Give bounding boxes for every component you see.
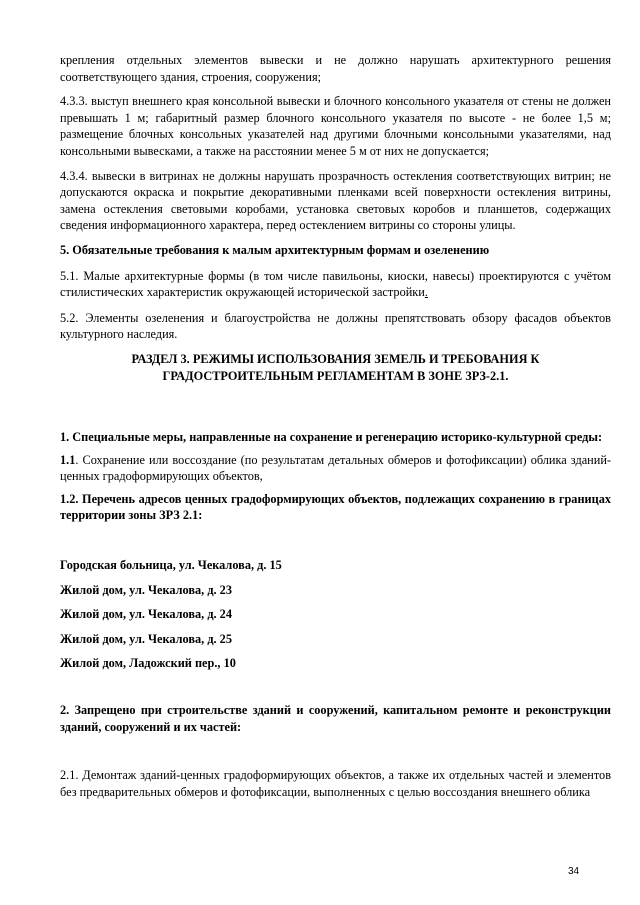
- address-4: Жилой дом, ул. Чекалова, д. 25: [60, 631, 232, 646]
- paragraph-1-1-number: 1.1: [60, 452, 76, 467]
- heading-2: 2. Запрещено при строительстве зданий и сооружений, капитальном ремонте и реконструкции зданий, сооружений и их частей:: [60, 703, 611, 734]
- section-title: РАЗДЕЛ 3. РЕЖИМЫ ИСПОЛЬЗОВАНИЯ ЗЕМЕЛЬ И ТРЕБОВАНИЯ К ГРАДОСТРОИТЕЛЬНЫМ РЕГЛАМЕНТАМ В ЗОНЕ ЗРЗ-2.1.: [131, 351, 540, 383]
- paragraph-5-2: 5.2. Элементы озеленения и благоустройства не должны препятствовать обзору фасадов объектов культурного наследия.: [60, 310, 611, 342]
- heading-1: 1. Специальные меры, направленные на сохранение и регенерацию историко-культурной среды:: [60, 430, 603, 445]
- paragraph-2-1: 2.1. Демонтаж зданий-ценных градоформирующих объектов, а также их отдельных частей и элементов без предварительных обмеров и фотофиксации, выполненных с целью воссоздания внешнего облика: [60, 768, 611, 799]
- paragraph-1-1-text: . Сохранение или воссоздание (по результатам детальных обмеров и фотофиксации) облика зданий-ценных градоформирующих объектов,: [60, 452, 611, 484]
- address-3: Жилой дом, ул. Чекалова, д. 24: [60, 607, 232, 622]
- address-1: Городская больница, ул. Чекалова, д. 15: [60, 558, 282, 573]
- paragraph-continuation: крепления отдельных элементов вывески и не должно нарушать архитектурного решения соответствующего здания, строения, сооружения;: [60, 53, 611, 84]
- address-2: Жилой дом, ул. Чекалова, д. 23: [60, 582, 232, 597]
- address-5: Жилой дом, Ладожский пер., 10: [60, 656, 236, 671]
- document-page: [60, 52, 611, 800]
- paragraph-5-1: [60, 268, 611, 301]
- paragraph-5-1-text: 5.1. Малые архитектурные формы (в том числе павильоны, киоски, навесы) проектируются с учётом стилистических характеристик окружающей исторической застройки: [60, 268, 611, 300]
- heading-5: 5. Обязательные требования к малым архитектурным формам и озеленению: [60, 242, 490, 257]
- page-number: 34: [568, 866, 580, 877]
- paragraph-5-1-period: .: [424, 285, 428, 300]
- heading-1-2: 1.2. Перечень адресов ценных градоформирующих объектов, подлежащих сохранению в границах территории зоны ЗРЗ 2.1:: [60, 491, 611, 523]
- paragraph-1-1: [60, 452, 611, 485]
- paragraph-4-3-4: 4.3.4. вывески в витринах не должны нарушать прозрачность остекления соответствующих витрин; не допускаются окраска и покрытие декоративными пленками всей поверхности остекления витрины, замена остекления световыми коробами, установка световых коробов и планшетов, содержащих сведения информационного характера, перед остеклением витрины со стороны улицы.: [60, 168, 611, 233]
- paragraph-4-3-3: 4.3.3. выступ внешнего края консольной вывески и блочного консольного указателя от стены не должен превышать 1 м; габаритный размер блочного консольного указателя по высоте - не более 1,5 м; размещение блочных консольных указателей над другими блочными консольными указателями, над консольными вывесками, а также на расстоянии менее 5 м от них не допускается;: [60, 94, 611, 158]
